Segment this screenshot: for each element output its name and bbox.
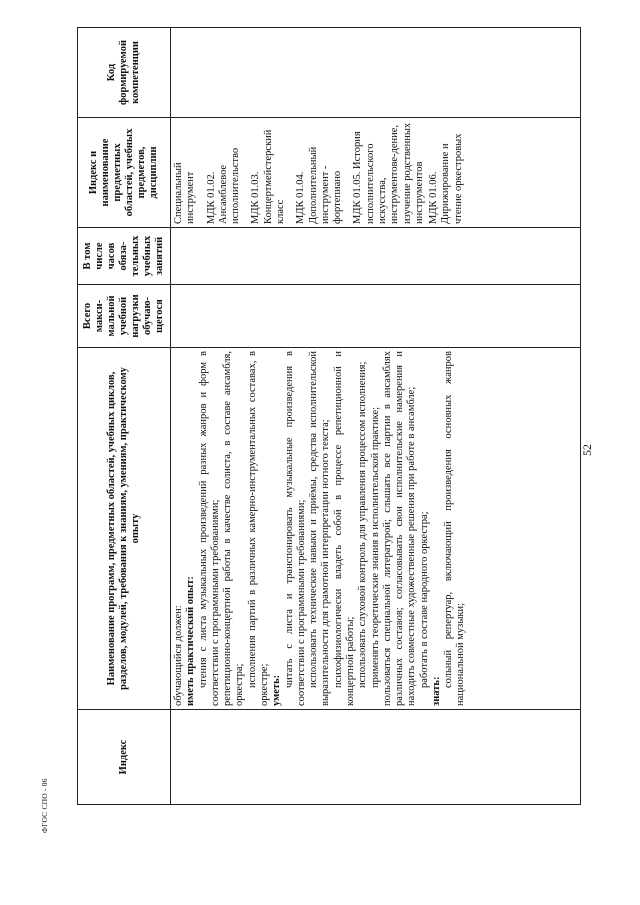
competence-cell xyxy=(171,28,581,118)
page-number: 52 xyxy=(580,444,594,456)
requirement-line: применять теоретические знания в исполнительской практике; xyxy=(369,406,381,688)
subject-entry: МДК 01.04. Дополнительный инструмент - фортепиано xyxy=(295,146,344,224)
subject-entry: Специальный инструмент xyxy=(173,162,197,224)
requirement-heading: уметь: xyxy=(271,674,283,706)
requirement-line: обучающийся должен: xyxy=(173,605,184,706)
subject-entry: МДК 01.03. Концертмейстерский класс xyxy=(250,129,286,224)
requirement-line: использовать слуховой контроль для управления процессом исполнения; xyxy=(357,361,369,688)
requirement-heading: иметь практический опыт: xyxy=(185,576,197,706)
requirement-heading: знать: xyxy=(430,676,442,706)
header-index: Индекс xyxy=(78,710,171,805)
table-header-row xyxy=(78,28,171,805)
header-name: Наименование программ, предметных областей, учебных циклов, разделов, модулей, требования к знаниям, умениям, практическому опыту xyxy=(78,348,171,710)
requirement-line: психофизиологически владеть собой в процессе репетиционной и концертной работы; xyxy=(332,351,356,706)
header-required-hours: В том числе часов обяза-тельных учебных занятий xyxy=(78,228,171,285)
table-body-row xyxy=(171,28,581,805)
requirement-line: чтения с листа музыкальных произведений разных жанров и форм в соответствии с программными требованиями; xyxy=(197,351,221,706)
subjects-cell xyxy=(171,118,581,228)
required-hours-cell xyxy=(171,228,581,285)
requirement-line: исполнения партий в различных камерно-инструментальных составах, в оркестре; xyxy=(246,351,270,706)
requirements-cell xyxy=(171,348,581,710)
subject-entry: МДК 01.06. Дирижирование и чтение оркестровых xyxy=(428,133,464,224)
requirement-line: работать в составе народного оркестра; xyxy=(418,511,430,688)
max-load-cell xyxy=(171,285,581,348)
subject-entry: МДК 01.02. Ансамблевое исполнительство xyxy=(205,147,242,224)
footer-label: ФГОС СПО - 06 xyxy=(40,778,49,833)
requirement-line: сольный репертуар, включающий произведения основных жанров национальной музыки; xyxy=(443,351,467,706)
header-competence: Код формируемой компетенции xyxy=(78,28,171,118)
header-subjects: Индекс и наименование предметных областей, учебных предметов, дисциплин xyxy=(78,118,171,228)
subject-entry: МДК 01.05. История исполнительского искусства, инструментове-дение, изучение родственных инструментов xyxy=(352,122,425,224)
index-cell xyxy=(171,710,581,805)
requirement-line: использовать технические навыки и приёмы, средства исполнительской выразительности для грамотной интерпретации нотного текста; xyxy=(308,351,332,706)
curriculum-table xyxy=(77,27,581,805)
requirement-line: читать с листа и транспонировать музыкальные произведения в соответствии с программными требованиями; xyxy=(283,351,307,706)
requirement-line: пользоваться специальной литературой; слышать все партии в ансамблях различных составов; согласовывать свои исполнительские намерения и находить совместные художественные решения при работе в ансамбле; xyxy=(381,351,418,706)
header-max-load: Всего макси-мальной учебной нагрузки обучаю-щегося xyxy=(78,285,171,348)
requirement-line: репетиционно-концертной работы в качестве солиста, в составе ансамбля, оркестра; xyxy=(222,351,246,706)
